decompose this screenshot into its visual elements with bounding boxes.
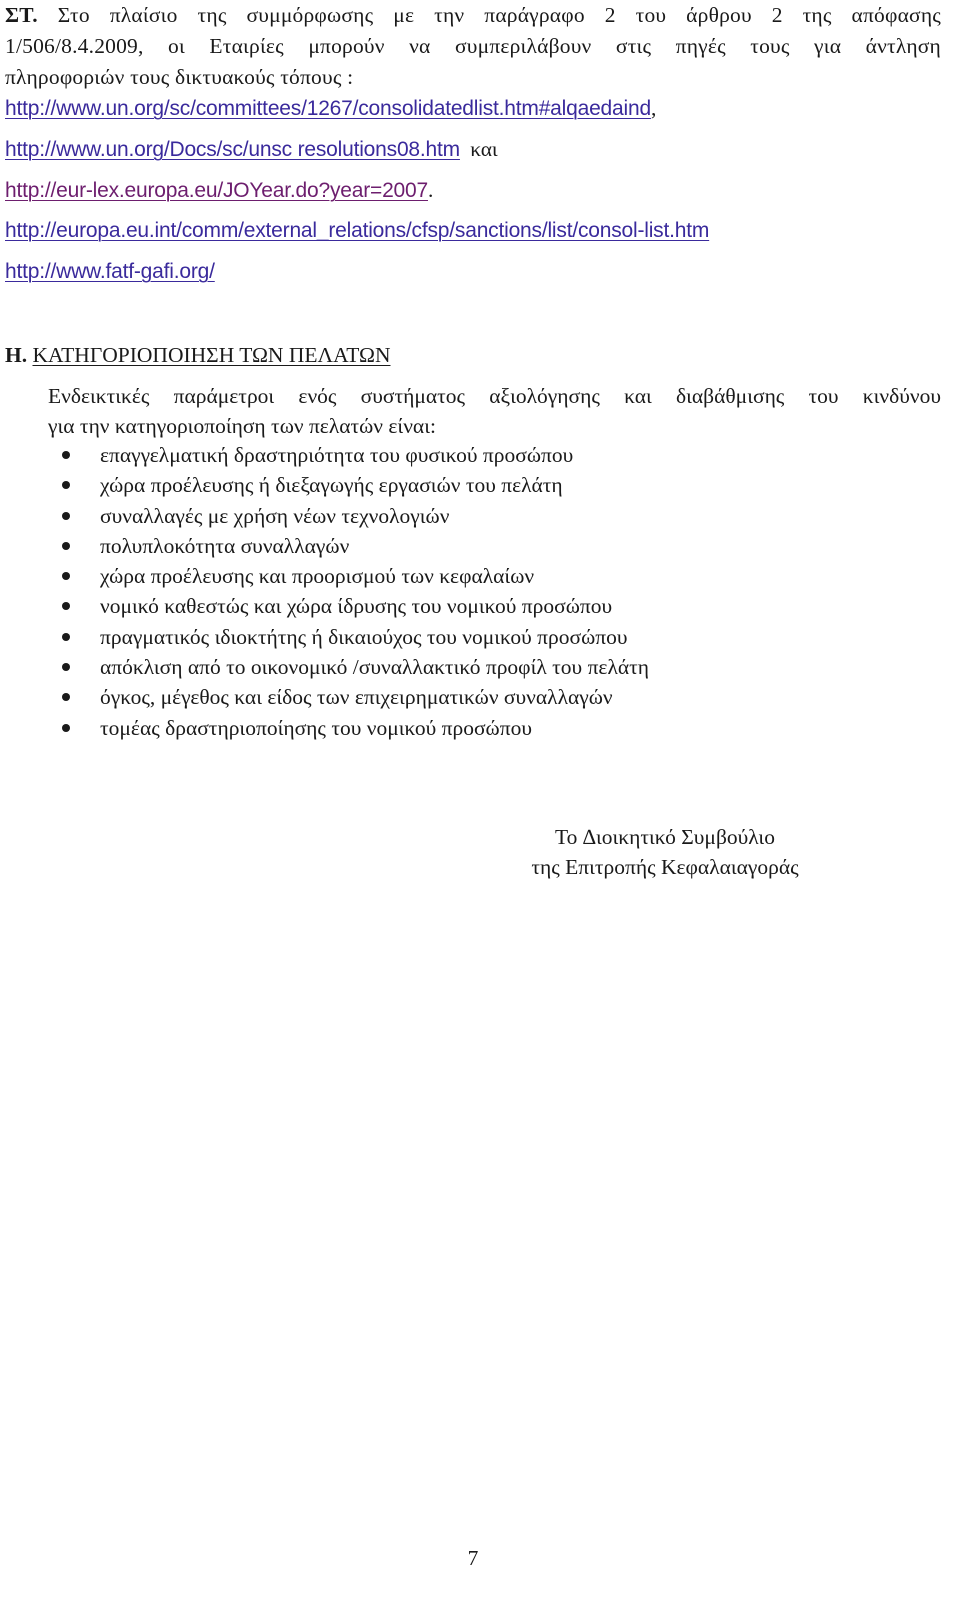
link-row-europa-sanctions — [5, 217, 709, 245]
signature-line-2: της Επιτροπής Κεφαλαιαγοράς — [531, 855, 799, 879]
section-paragraph — [48, 381, 941, 441]
list-item: τομέας δραστηριοποίησης του νομικού προσώπου — [0, 713, 940, 743]
section-label-st: ΣΤ. — [5, 3, 38, 27]
link-row-eur-lex — [5, 176, 433, 205]
list-item: συναλλαγές με χρήση νέων τεχνολογιών — [0, 501, 940, 531]
paragraph-line-1: Ενδεικτικές παράμετροι ενός συστήματος αξιολόγησης και διαβάθμισης του κινδύνου — [48, 384, 941, 408]
bullet-icon — [62, 663, 70, 671]
link-fatf-gafi[interactable]: http://www.fatf-gafi.org/ — [5, 260, 215, 283]
intro-line-2: 1/506/8.4.2009, οι Εταιρίες μπορούν να συμπεριλάβουν στις πηγές τους για άντληση — [5, 34, 941, 58]
section-title: ΚΑΤΗΓΟΡΙΟΠΟΙΗΣΗ ΤΩΝ ΠΕΛΑΤΩΝ — [32, 343, 391, 367]
link-un-consolidated-list[interactable]: http://www.un.org/sc/committees/1267/consolidatedlist.htm#alqaedaind — [5, 97, 651, 120]
link-row-un-consolidated — [5, 94, 656, 123]
bullet-icon — [62, 633, 70, 641]
list-item: χώρα προέλευσης ή διεξαγωγής εργασιών του πελάτη — [0, 470, 940, 500]
bullet-icon — [62, 602, 70, 610]
criteria-bullet-list — [0, 440, 940, 743]
link-row-fatf — [5, 258, 215, 286]
list-item: πραγματικός ιδιοκτήτης ή δικαιούχος του νομικού προσώπου — [0, 622, 940, 652]
page-number: 7 — [467, 1546, 479, 1570]
signature-block — [505, 822, 825, 882]
bullet-icon — [62, 724, 70, 732]
intro-line-1: Στο πλαίσιο της συμμόρφωσης με την παράγραφο 2 του άρθρου 2 της απόφασης — [57, 3, 942, 27]
bullet-icon — [62, 512, 70, 520]
link-un-resolutions[interactable]: http://www.un.org/Docs/sc/unsc resolutions08.htm — [5, 138, 460, 161]
link-suffix: . — [427, 178, 434, 202]
bullet-icon — [62, 481, 70, 489]
bullet-icon — [62, 451, 70, 459]
section-heading — [5, 340, 391, 370]
link-eur-lex[interactable]: http://eur-lex.europa.eu/JOYear.do?year=2007 — [5, 179, 428, 202]
list-item: επαγγελματική δραστηριότητα του φυσικού προσώπου — [0, 440, 940, 470]
bullet-icon — [62, 572, 70, 580]
bullet-icon — [62, 542, 70, 550]
intro-line-3: πληροφοριών τους δικτυακούς τόπους : — [5, 65, 354, 89]
list-item: πολυπλοκότητα συναλλαγών — [0, 531, 940, 561]
link-row-un-resolutions — [5, 135, 497, 164]
list-item: νομικό καθεστώς και χώρα ίδρυσης του νομικού προσώπου — [0, 591, 940, 621]
link-suffix: και — [459, 137, 498, 161]
list-item: απόκλιση από το οικονομικό /συναλλακτικό προφίλ του πελάτη — [0, 652, 940, 682]
section-number: Η. — [5, 343, 28, 367]
link-suffix: , — [650, 96, 657, 120]
paragraph-line-2: για την κατηγοριοποίηση των πελατών είναι: — [48, 414, 436, 438]
intro-paragraph — [5, 0, 941, 93]
list-item: όγκος, μέγεθος και είδος των επιχειρηματικών συναλλαγών — [0, 682, 940, 712]
link-europa-sanctions[interactable]: http://europa.eu.int/comm/external_relations/cfsp/sanctions/list/consol-list.htm — [5, 219, 710, 242]
list-item: χώρα προέλευσης και προορισμού των κεφαλαίων — [0, 561, 940, 591]
bullet-icon — [62, 693, 70, 701]
signature-line-1: Το ∆ιοικητικό Συμβούλιο — [555, 825, 775, 849]
